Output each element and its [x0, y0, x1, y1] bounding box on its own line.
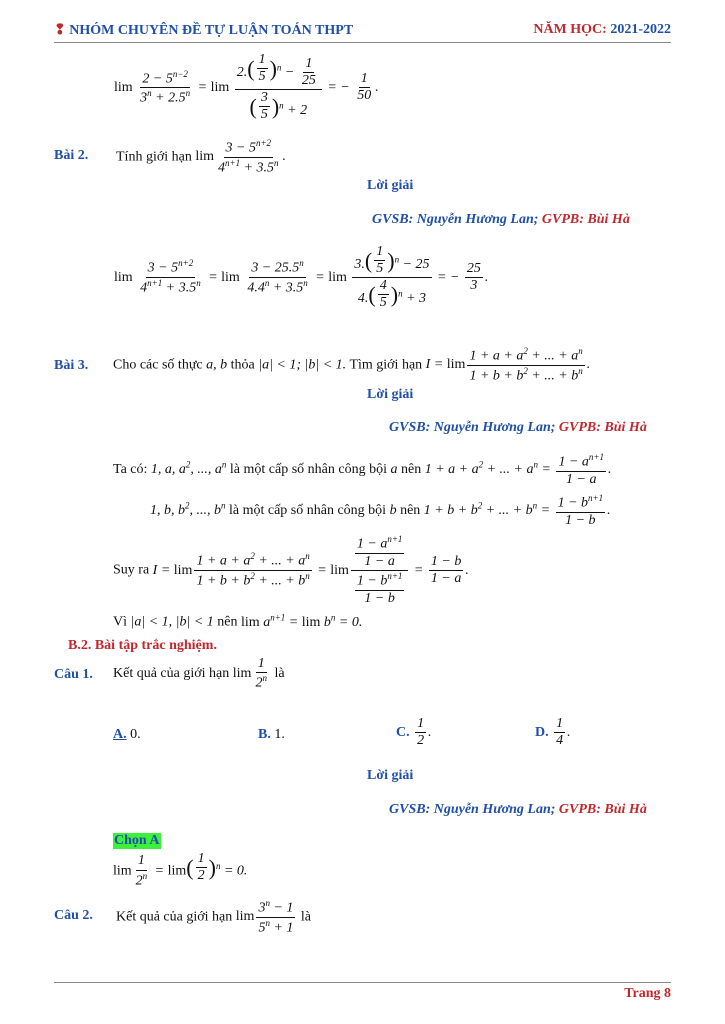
bai2-text: Tính giới hạn [116, 149, 192, 165]
cau1-solution-title: Lời giải [367, 768, 414, 783]
choice-b[interactable] [258, 727, 285, 743]
header-divider [54, 42, 671, 43]
cau2-text: Kết quả của giới hạn [116, 909, 233, 925]
bai3-sol-line4: Vì |a| < 1, |b| < 1 nên $\lim a^{n+1} = \lim b^n = 0$. [113, 612, 363, 630]
formula-bai1-result: lim $\frac{2 - 5^{n-2}}{3^n + 2.5^n}$ = lim 2. ( $\frac{1}{5}$ ) $^n$ − $\frac{1}{25}$ ( $\frac{3}{5}$ ) $^n$ + 2 = − $\frac{1}{50}$ . [114, 52, 379, 123]
bai2-credits [372, 212, 630, 228]
header-right [533, 22, 671, 38]
suy-ra-text: Suy ra [113, 562, 150, 578]
formula-bai2-solution: lim $\frac{3 - 5^{n+2}}{4^{n+1} + 3.5^n}$ = lim $\frac{3 - 25.5^n}{4.4^n + 3.5^n}$ = lim 3. ( $\frac{1}{5}$ ) $^n$ − 25 4. ( $\frac{4}{5}$ ) $^n$ + 3 = − $\frac{25}{3}$ . [114, 244, 489, 311]
header-year: 2021-2022 [610, 22, 671, 37]
choice-b-letter: B. [258, 727, 271, 742]
cau2-la: là [300, 909, 311, 925]
cau2-label: Câu 2. [54, 908, 93, 923]
choice-a-value: 0. [130, 727, 141, 742]
bai3-question: Cho các số thực a, b thỏa |a| < 1; |b| < 1. Tìm giới hạn I = lim $\frac{1 + a + a^2 + ... + a^n}{1 + b + b^2 + ... + b^n}$ . [113, 346, 591, 384]
cau1-la: là [274, 666, 285, 682]
bai3-credits [389, 420, 647, 436]
choice-a[interactable] [113, 727, 141, 743]
bai2-question: Tính giới hạn lim $\frac{3 - 5^{n+2}}{4^{n+1} + 3.5^n}$ . [116, 138, 287, 176]
cau2-question: Kết quả của giới hạn lim $\frac{3^n - 1}{5^n + 1}$ là [116, 898, 311, 936]
page-number: Trang 8 [624, 986, 671, 1001]
cap-so-text: là một cấp số nhân công bội [229, 503, 387, 519]
book-icon: ❢ [54, 23, 66, 38]
choice-d[interactable]: D. $\frac{1}{4}$ . [535, 716, 571, 749]
gvsb-credit: GVSB: Nguyễn Hương Lan; [372, 212, 539, 227]
cau1-text: Kết quả của giới hạn [113, 666, 230, 682]
gvpb-credit: GVPB: Bùi Hà [541, 212, 630, 227]
bai3-text3: Tìm giới hạn [349, 357, 423, 373]
choice-c[interactable]: C. $\frac{1}{2}$ . [396, 716, 432, 749]
bai2-solution-title: Lời giải [367, 178, 414, 193]
nen-text: nên [400, 503, 421, 519]
cap-so-text: là một cấp số nhân công bội [229, 462, 387, 478]
choice-b-value: 1. [274, 727, 285, 742]
bai3-label: Bài 3. [54, 358, 89, 373]
bai3-text1: Cho các số thực [113, 357, 203, 373]
bai3-sol-line3: Suy ra I = lim $\frac{1 + a + a^2 + ... + a^n}{1 + b + b^2 + ... + b^n}$ = lim $\frac{\frac{1 - a^{n+1}}{1 - a}}{\frac{1 - b^{n+1}}{1 - b}}$ = $\frac{1 - b}{1 - a}$ . [113, 534, 469, 606]
answer-badge: Chọn A [114, 833, 160, 848]
header-year-label: NĂM HỌC: [533, 22, 607, 37]
bai2-label: Bài 2. [54, 148, 89, 163]
ta-co-text: Ta có: [113, 462, 148, 478]
section-title: B.2. Bài tập trắc nghiệm. [68, 638, 217, 653]
choice-c-letter: C. [396, 724, 410, 740]
bai3-sol-line1: Ta có: 1, a, $a^2$, ..., $a^n$ là một cấp số nhân công bội a nên $1 + a + a^2$ + ... + $a^n$ = $\frac{1 - a^{n+1}}{1 - a}$ . [113, 452, 612, 487]
cau1-label: Câu 1. [54, 667, 93, 682]
gvpb-credit: GVPB: Bùi Hà [558, 802, 647, 817]
footer-divider [54, 982, 671, 983]
vi-text: Vì [113, 614, 127, 630]
bai3-sol-line2: 1, b, $b^2$, ..., $b^n$ là một cấp số nhân công bội b nên $1 + b + b^2$ + ... + $b^n$ = $\frac{1 - b^{n+1}}{1 - b}$ . [150, 493, 611, 528]
gvsb-credit: GVSB: Nguyễn Hương Lan; [389, 802, 556, 817]
gvsb-credit: GVSB: Nguyễn Hương Lan; [389, 420, 556, 435]
cau1-question: Kết quả của giới hạn lim $\frac{1}{2^n}$ là [113, 656, 285, 691]
choice-d-letter: D. [535, 724, 549, 740]
gvpb-credit: GVPB: Bùi Hà [558, 420, 647, 435]
formula-cau1-solution: lim $\frac{1}{2^n}$ = lim ( $\frac{1}{2}$ ) $^n$ = 0. [113, 851, 248, 889]
header-left [54, 22, 353, 39]
cau1-credits [389, 802, 647, 818]
bai3-solution-title: Lời giải [367, 387, 414, 402]
nen2-text: nên [217, 614, 238, 630]
bai3-text2: thỏa [230, 357, 255, 373]
nen-text: nên [400, 462, 422, 478]
header-group-name: NHÓM CHUYÊN ĐỀ TỰ LUẬN TOÁN THPT [69, 23, 354, 38]
choice-a-letter: A. [113, 727, 127, 742]
